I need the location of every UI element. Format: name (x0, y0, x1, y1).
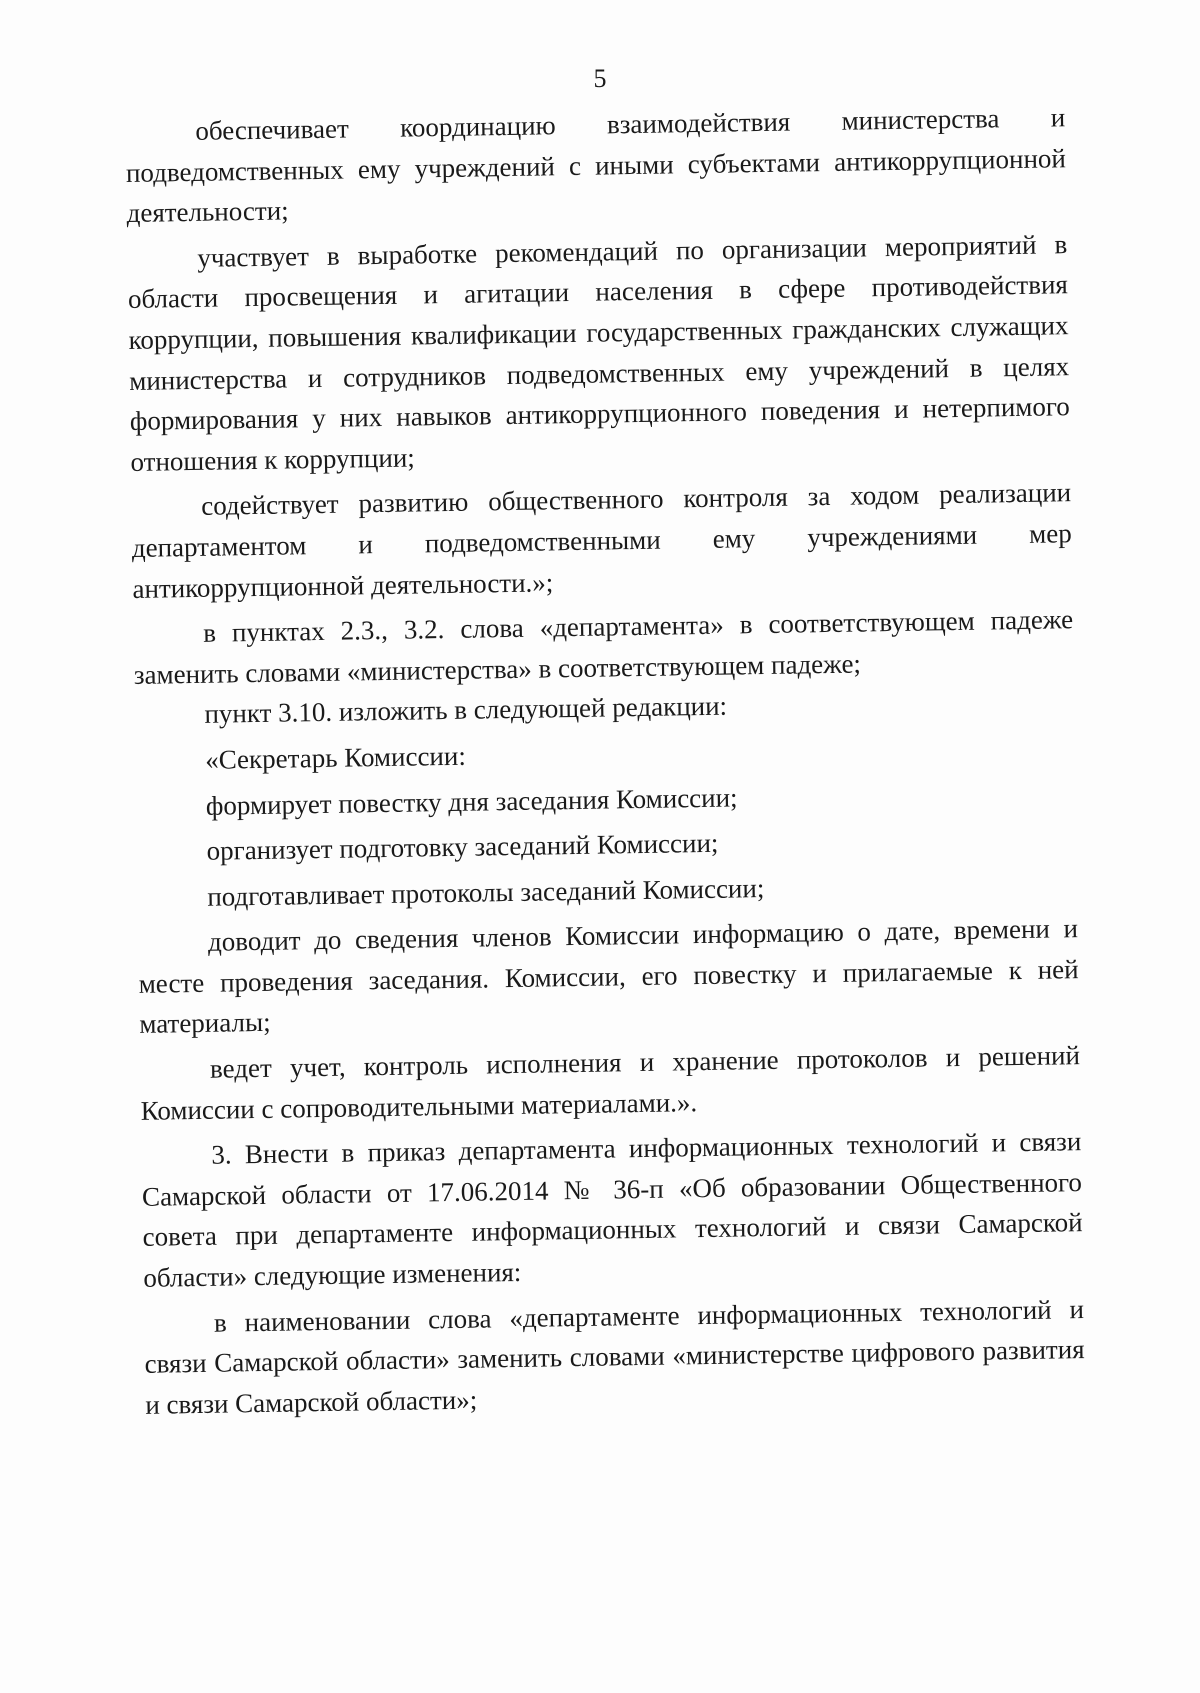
page-number: 5 (593, 64, 607, 93)
paragraph-replace-words: в пунктах 2.3., 3.2. слова «департамента» в соответствующем падеже заменить словами «министерства» в соответствующем падеже; (133, 604, 1074, 690)
paragraph-records: ведет учет, контроль исполнения и хранение протоколов и решений Комиссии с сопроводительными материалами.». (140, 1040, 1081, 1126)
paragraph-protocols: подготавливает протоколы заседаний Комиссии; (207, 872, 765, 912)
paragraph-recommendations: участвует в выработке рекомендаций по организации мероприятий в области просвещения и агитации населения в сфере противодействия коррупции, повышения квалификации государственных гражданских служащих министерства и сотрудников подведомственных ему учреждений в целях формирования у них навыков антикоррупционного поведения и нетерпимого отношения к коррупции; (127, 229, 1070, 477)
paragraph-agenda: формирует повестку дня заседания Комиссии; (205, 781, 738, 821)
paragraph-coordination: обеспечивает координацию взаимодействия министерства и подведомственных ему учреждений с иными субъектами антикоррупционной деятельности; (125, 102, 1067, 229)
document-body (125, 97, 1086, 1425)
paragraph-item-3-10: пункт 3.10. изложить в следующей редакции: (204, 690, 728, 730)
paragraph-item-3: 3. Внести в приказ департамента информационных технологий и связи Самарской области от 17.06.2014 № 36-п «Об образовании Общественного совета при департаменте информационных технологий и связи Самарской области» следующие изменения: (141, 1126, 1083, 1293)
paragraph-secretary: «Секретарь Комиссии: (204, 740, 467, 775)
paragraph-inform-members: доводит до сведения членов Комиссии информацию о дате, времени и месте проведения заседания. Комиссии, его повестку и прилагаемые к ней материалы; (138, 913, 1079, 1040)
paragraph-public-control: содействует развитию общественного контроля за ходом реализации департаментом и подведомственными ему учреждениями мер антикоррупционной деятельности.»; (131, 477, 1072, 604)
paragraph-name-change: в наименовании слова «департаменте информационных технологий и связи Самарской области» заменить словами «министерстве цифрового развития и связи Самарской области»; (144, 1293, 1085, 1420)
paragraph-preparation: организует подготовку заседаний Комиссии; (206, 827, 719, 866)
